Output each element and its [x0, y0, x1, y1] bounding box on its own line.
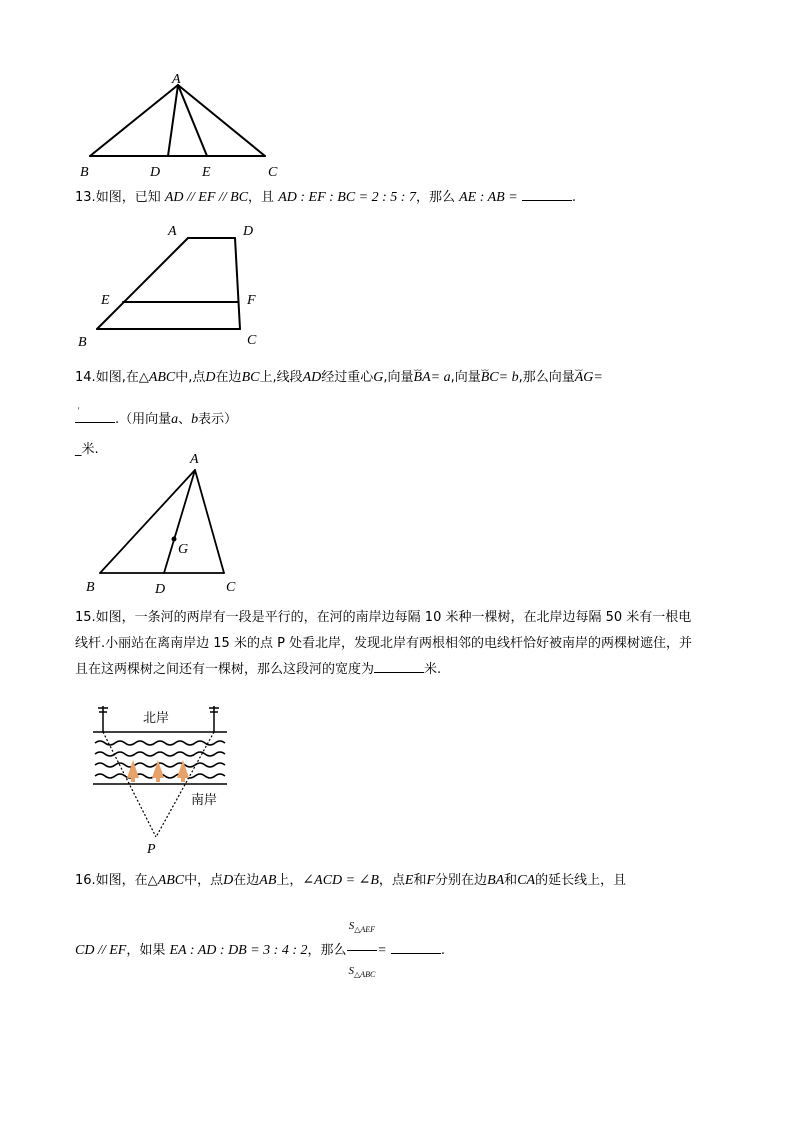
question-13: 13.如图，已知 AD // EF // BC，且 AD : EF : BC = 2 : 5 : 7，那么 AE : AB = .	[75, 190, 576, 205]
answer-blank-15[interactable]	[374, 660, 424, 673]
answer-blank-13[interactable]	[522, 188, 572, 201]
question-14-line-2: .（用向量' a、' b表示）	[75, 410, 237, 430]
question-15-line-3: 且在这两棵树之间还有一棵树，那么这段河的宽度为 米.	[75, 662, 442, 677]
question-16-line-1: 16.如图，在△ABC中，点D在边AB上，∠ACD = ∠B，点E和F分别在边BA和CA的延长线上，且	[75, 873, 627, 888]
label-D: D	[243, 224, 254, 239]
answer-blank-16[interactable]	[391, 941, 441, 954]
centroid-point	[172, 537, 177, 542]
question-15-line-2: 线杆.小丽站在离南岸边 15 米的点 P 处看北岸，发现北岸有两根相邻的电线杆恰好被南岸的两棵树遮住，并	[75, 636, 693, 651]
question-15-line-1: 15.如图，一条河的两岸有一段是平行的，在河的南岸边每隔 10 米种一棵树，在北岸边每隔 50 米有一根电	[75, 610, 692, 625]
label-B: B	[78, 335, 87, 350]
label-A: A	[172, 72, 181, 87]
label-F: F	[247, 293, 256, 308]
question-16-line-2: CD // EF，如果 EA : AD : DB = 3 : 4 : 2，那么 $\frac{S_{\triangle AEF}}{S_{\triangle ABC}}$ = .	[75, 906, 445, 995]
figure-14	[75, 448, 255, 598]
figure-15	[85, 700, 245, 860]
answer-blank-14[interactable]	[75, 410, 115, 423]
label-D: D	[155, 582, 166, 597]
label-B: B	[80, 165, 89, 180]
label-E: E	[202, 165, 211, 180]
point-P-label: P	[147, 842, 156, 857]
label-B: B	[86, 580, 95, 595]
label-A: A	[168, 224, 177, 239]
figure-13	[75, 222, 285, 352]
south-bank-label: 南岸	[191, 793, 218, 808]
label-C: C	[247, 333, 257, 348]
label-E: E	[101, 293, 110, 308]
label-A: A	[190, 452, 199, 467]
label-G: G	[178, 542, 189, 557]
label-C: C	[226, 580, 236, 595]
question-14-line-1: 14.如图,在△ABC中,点D在边BC上,线段AD经过重心G,向量⌣⌣ BA= a,向量⌣⌣ BC= b,那么向量⌣⌣ AG=	[75, 368, 603, 388]
north-bank-label: 北岸	[143, 711, 170, 726]
label-C: C	[268, 165, 278, 180]
label-D: D	[150, 165, 161, 180]
stray-text: _米.	[75, 442, 99, 457]
area-ratio-fraction: $\frac{S_{\triangle AEF}}{S_{\triangle ABC}}$	[347, 906, 378, 995]
figure-12	[75, 72, 295, 182]
